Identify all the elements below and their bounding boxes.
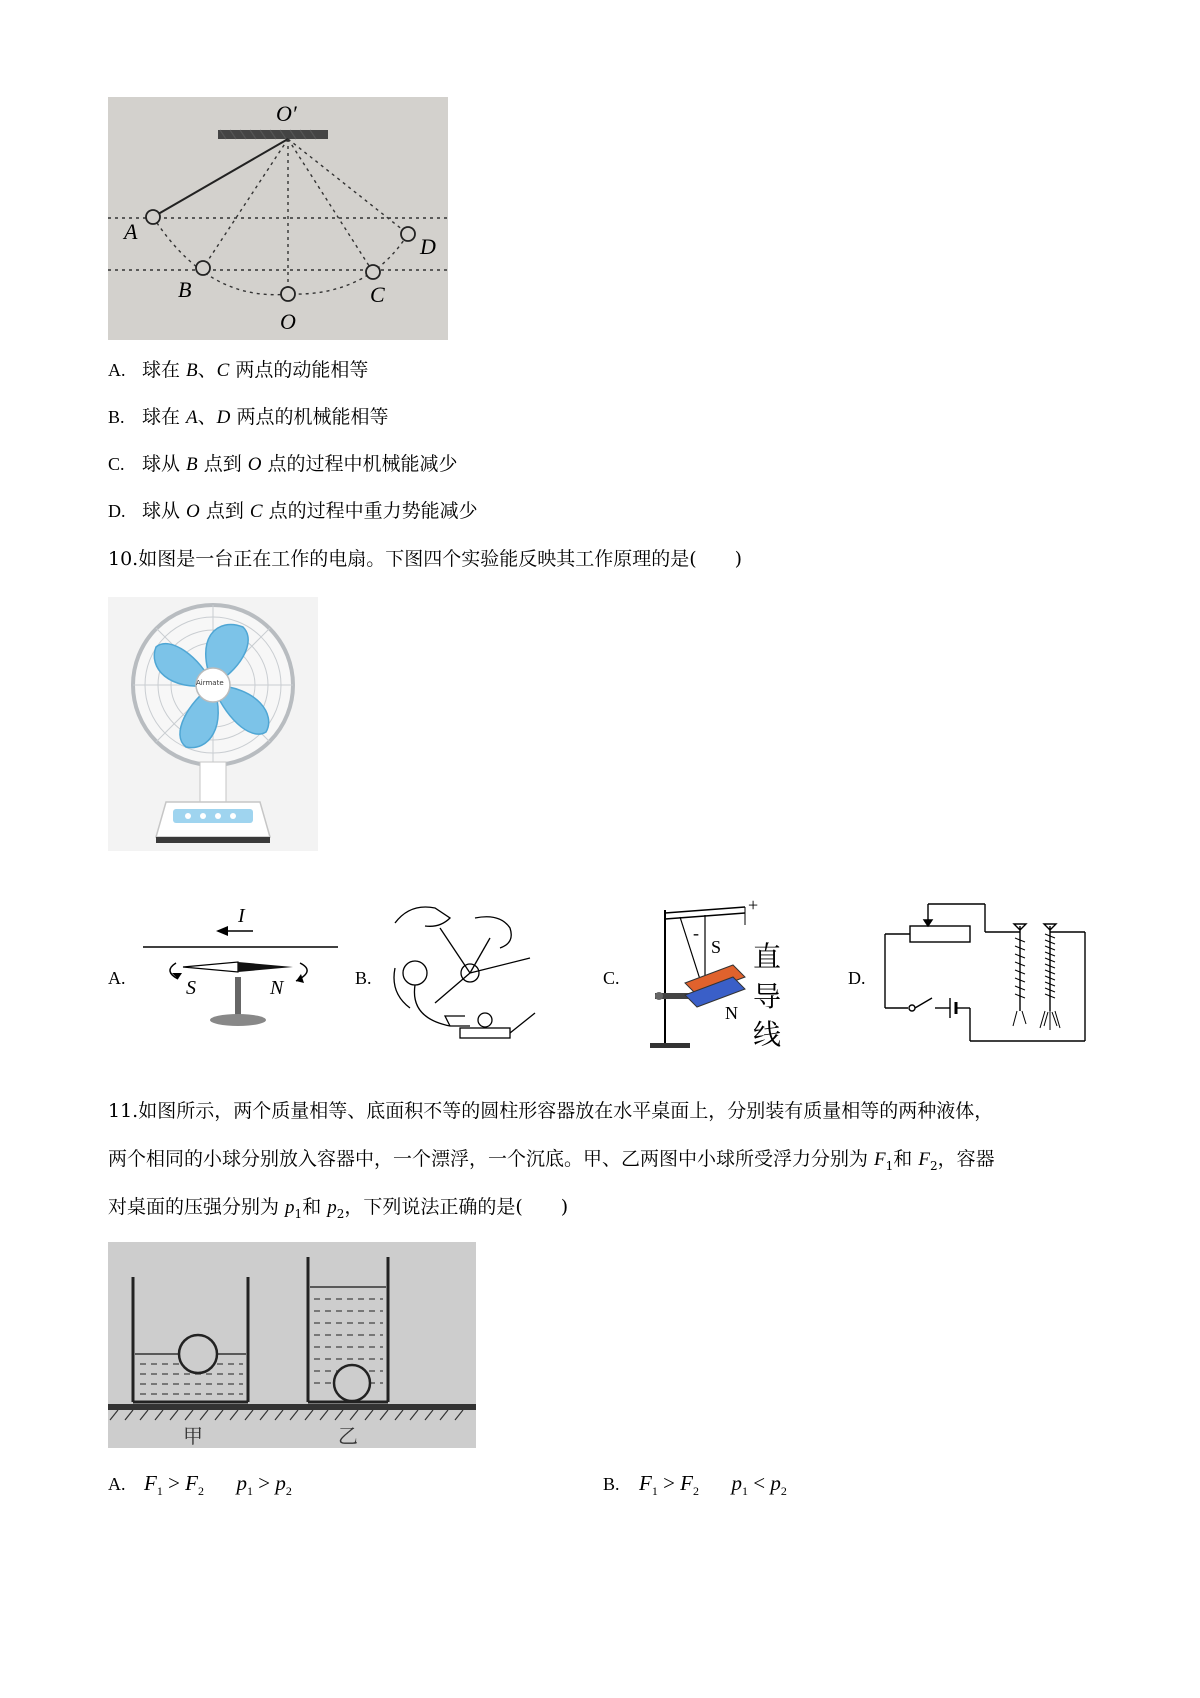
q10-stem: 10.如图是一台正在工作的电扇。下图四个实验能反映其工作原理的是( ) xyxy=(108,548,743,570)
label-needle-s: S xyxy=(186,977,196,999)
fan-brand-logo: Airmate xyxy=(196,679,224,687)
containers-figure xyxy=(108,1242,476,1448)
pendulum-diagram xyxy=(108,97,448,340)
q10-choice-c-figure xyxy=(645,895,790,1053)
vertical-text-2: 导 xyxy=(753,980,782,1013)
label-magnet-n: N xyxy=(725,1003,738,1023)
q10-choice-b-figure xyxy=(390,898,545,1048)
label-yi: 乙 xyxy=(338,1424,358,1448)
label-needle-n: N xyxy=(270,977,284,999)
q10-choice-c-letter: C. xyxy=(603,968,620,988)
q9-option-b: B. 球在 A、D 两点的机械能相等 xyxy=(108,406,389,428)
q11-option-a: A. $F_1 > F_2$ $p_1 > p_2$ xyxy=(108,1471,292,1499)
label-c: C xyxy=(370,282,385,307)
label-current-i: I xyxy=(238,905,245,927)
q11-stem-line3: 对桌面的压强分别为 $p_1$和 $p_2$，下列说法正确的是( ) xyxy=(108,1196,569,1221)
hand-crank-generator-drawing xyxy=(390,898,545,1048)
q10-choice-d-letter: D. xyxy=(848,968,866,988)
label-magnet-s: S xyxy=(711,937,722,957)
q9-option-a: A. 球在 B、C 两点的动能相等 xyxy=(108,359,369,381)
fan-photo xyxy=(108,597,318,851)
label-minus: - xyxy=(693,923,699,943)
fan-illustration xyxy=(108,597,318,851)
q11-option-b: B. $F_1 > F_2$ $p_1 < p_2$ xyxy=(603,1471,787,1499)
pendulum-figure xyxy=(108,97,448,340)
label-a: A xyxy=(124,219,138,244)
label-b: B xyxy=(178,277,192,302)
label-plus: + xyxy=(748,895,759,915)
electromagnet-circuit-drawing xyxy=(880,896,1090,1048)
label-d: D xyxy=(420,234,436,259)
q11-stem-line1: 11.如图所示，两个质量相等、底面积不等的圆柱形容器放在水平桌面上，分别装有质量相等的两种液体， xyxy=(108,1100,994,1122)
label-o: O xyxy=(280,309,296,334)
q11-stem-line2: 两个相同的小球分别放入容器中，一个漂浮，一个沉底。甲、乙两图中小球所受浮力分别为 $F_1$和 $F_2$，容器 xyxy=(108,1148,995,1173)
q10-choice-b-letter: B. xyxy=(355,968,372,988)
containers-diagram xyxy=(108,1242,476,1448)
q9-option-c: C. 球从 B 点到 O 点的过程中机械能减少 xyxy=(108,453,458,475)
q10-choice-a-figure xyxy=(138,905,343,1040)
q9-option-d: D. 球从 O 点到 C 点的过程中重力势能减少 xyxy=(108,500,478,522)
vertical-text-1: 直 xyxy=(753,940,782,973)
q10-choice-d-figure xyxy=(880,896,1090,1048)
label-o-prime: O′ xyxy=(276,101,297,126)
label-jia: 甲 xyxy=(183,1424,203,1448)
vertical-text-3: 线 xyxy=(753,1018,782,1051)
q10-choice-a-letter: A. xyxy=(108,968,126,988)
